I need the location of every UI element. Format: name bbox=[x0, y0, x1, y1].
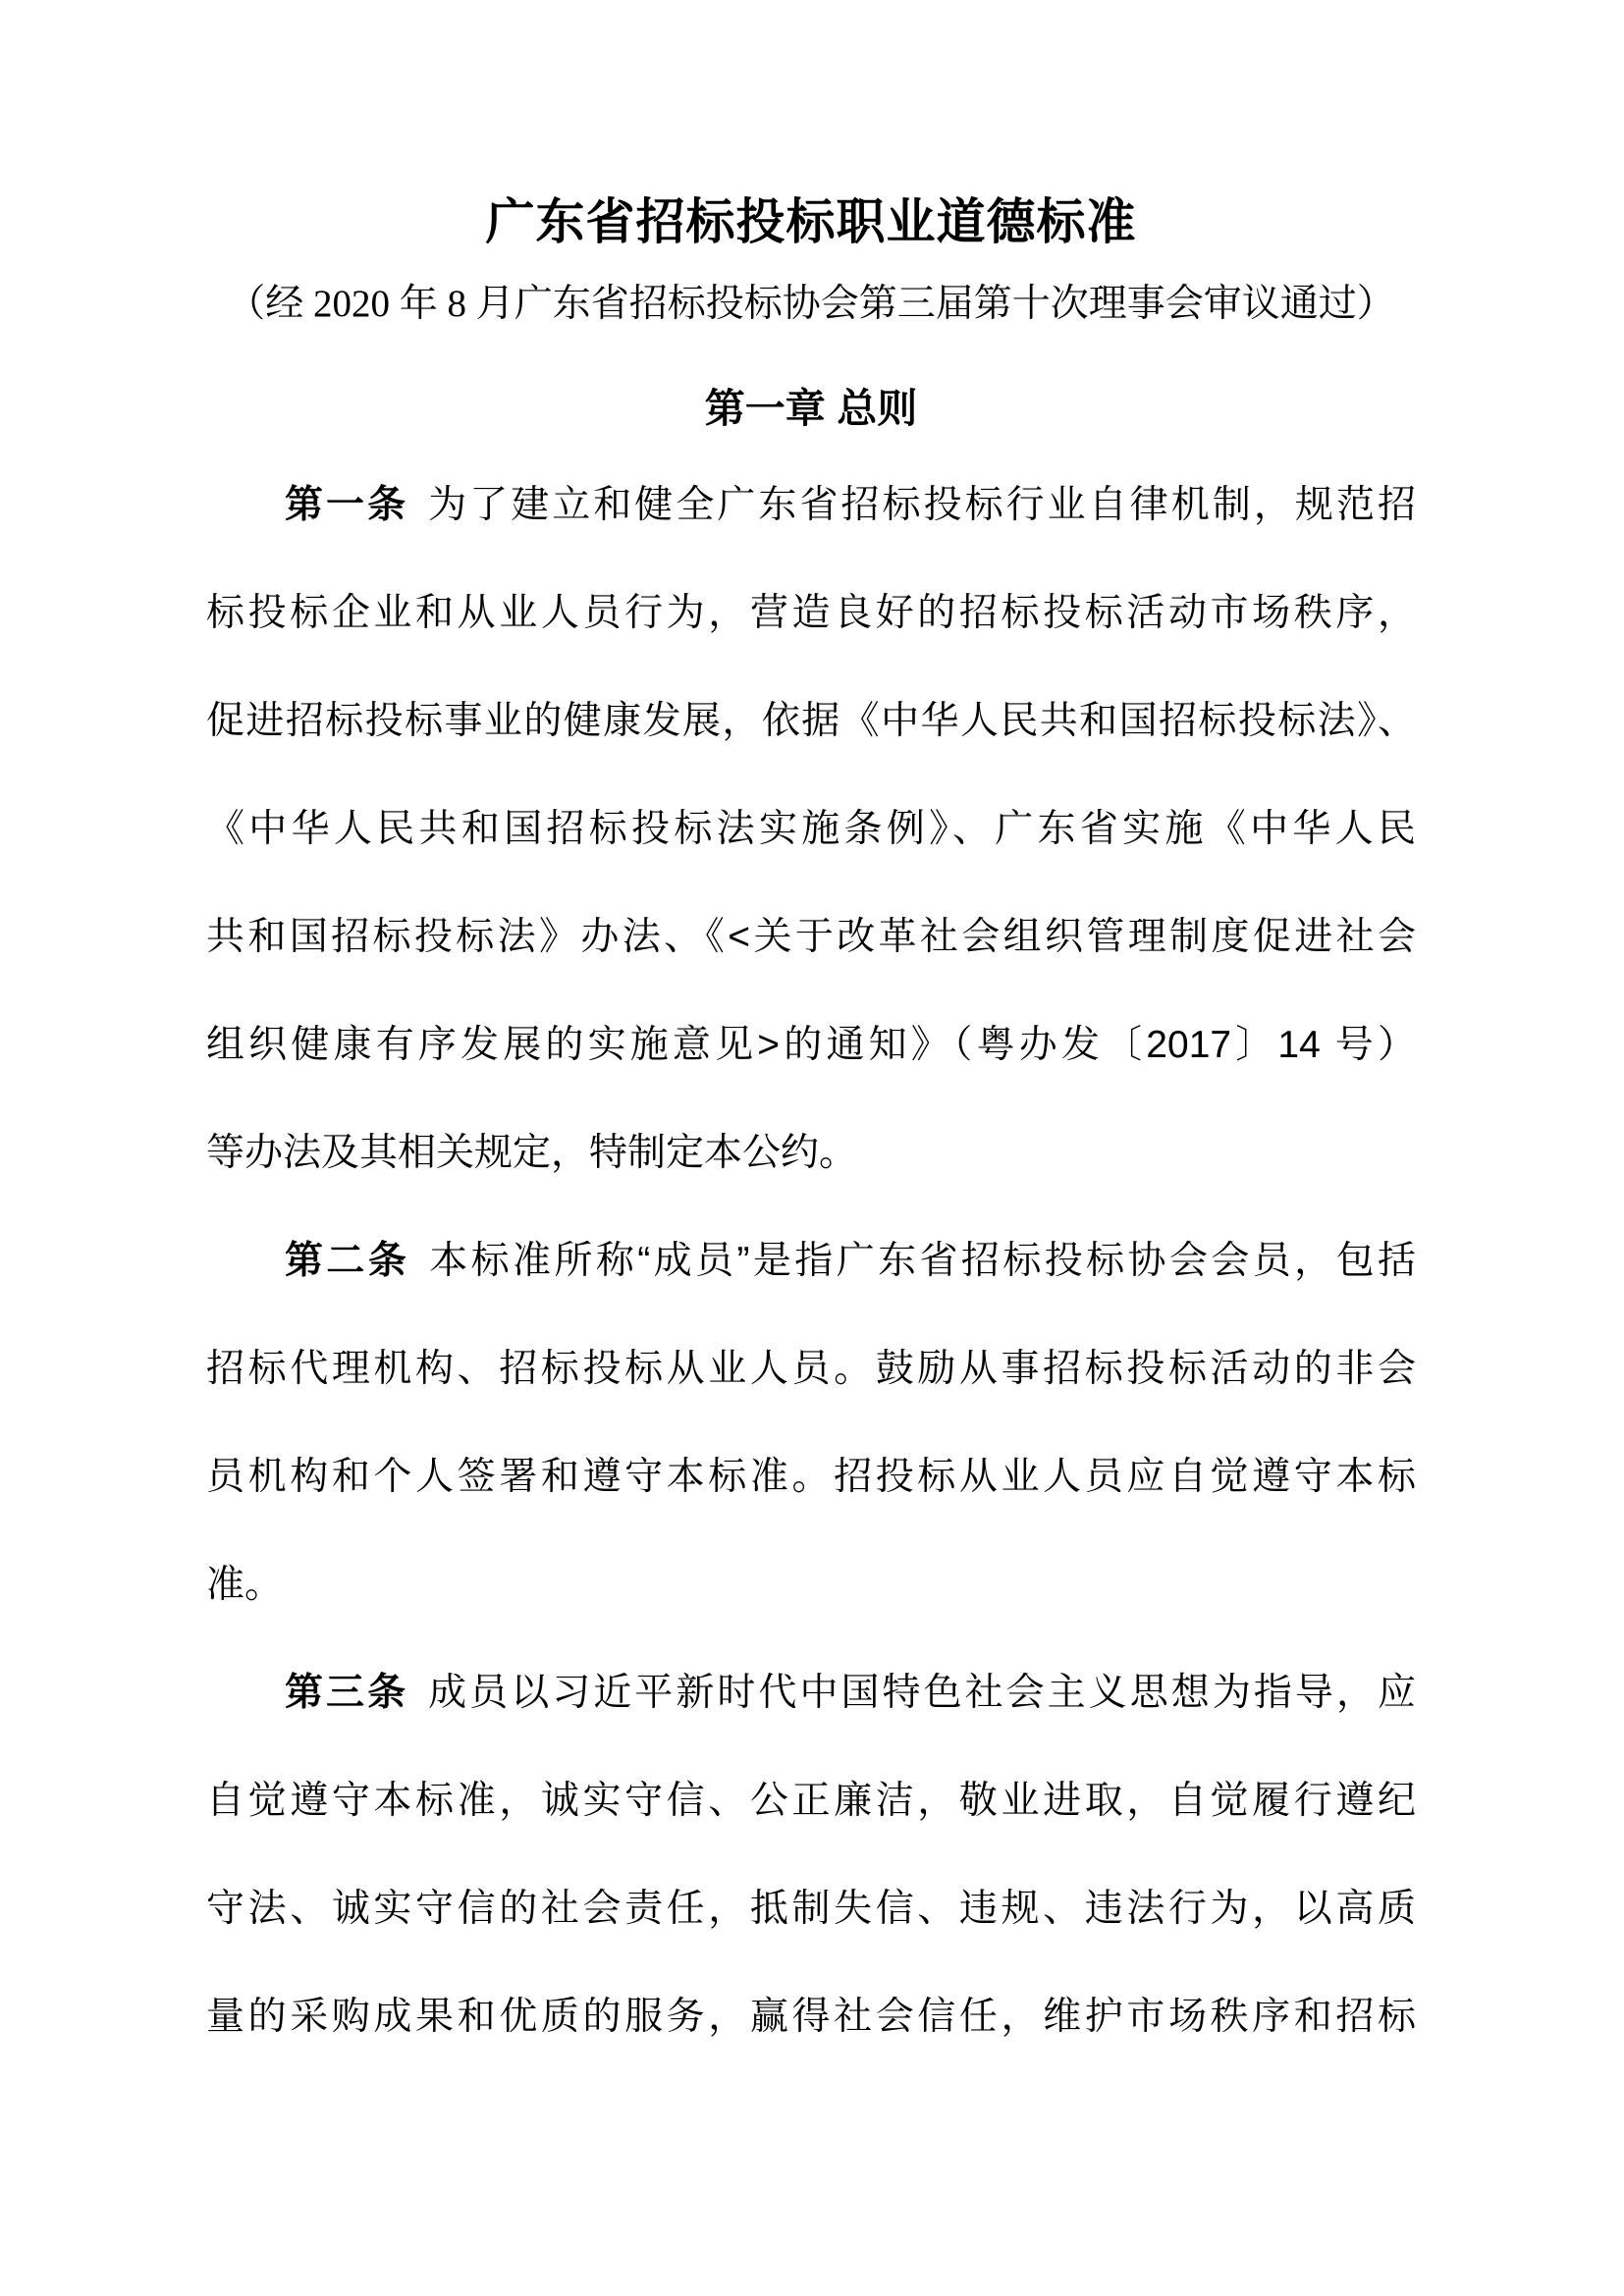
article-label: 第一条 bbox=[285, 484, 409, 526]
text-line: 《中华人民共和国招标投标法实施条例》、广东省实施《中华人民 bbox=[206, 808, 1416, 850]
chapter-heading: 第一章 总则 bbox=[704, 386, 918, 431]
text-line: 等办法及其相关规定，特制定本公约。 bbox=[206, 1132, 858, 1174]
text-line: 标投标企业和从业人员行为，营造良好的招标投标活动市场秩序， bbox=[206, 592, 1416, 634]
text-line: 共和国招标投标法》办法、《<关于改革社会组织管理制度促进社会 bbox=[206, 916, 1416, 958]
article-label: 第三条 bbox=[285, 1672, 409, 1714]
text-line: 员机构和个人签署和遵守本标准。招投标从业人员应自觉遵守本标 bbox=[206, 1456, 1416, 1498]
text-line: 组织健康有序发展的实施意见>的通知》（粤办发〔2017〕14 号） bbox=[206, 1024, 1416, 1066]
article-label: 第二条 bbox=[285, 1240, 410, 1282]
text-line bbox=[206, 1639, 1416, 1747]
text-line: 招标代理机构、招标投标从业人员。鼓励从事招标投标活动的非会 bbox=[206, 1348, 1416, 1390]
line-text: 本标准所称“成员”是指广东省招标投标协会会员，包括 bbox=[429, 1240, 1416, 1282]
text-line: 守法、诚实守信的社会责任，抵制失信、违规、违法行为，以高质 bbox=[206, 1888, 1416, 1930]
line-text: 为了建立和健全广东省招标投标行业自律机制，规范招 bbox=[428, 484, 1416, 526]
text-line bbox=[206, 452, 1416, 560]
document-subtitle: （经 2020 年 8 月广东省招标投标协会第三届第十次理事会审议通过） bbox=[227, 283, 1395, 325]
text-line bbox=[206, 1207, 1416, 1315]
document-title: 广东省招标投标职业道德标准 bbox=[485, 194, 1137, 249]
text-line: 量的采购成果和优质的服务，赢得社会信任，维护市场秩序和招标 bbox=[206, 1996, 1416, 2038]
text-line: 促进招标投标事业的健康发展，依据《中华人民共和国招标投标法》、 bbox=[206, 700, 1416, 742]
article-3 bbox=[206, 1639, 1416, 2071]
document-body bbox=[206, 452, 1416, 2071]
text-line: 准。 bbox=[206, 1564, 284, 1606]
article-2 bbox=[206, 1207, 1416, 1639]
article-1 bbox=[206, 452, 1416, 1207]
text-line: 自觉遵守本标准，诚实守信、公正廉洁，敬业进取，自觉履行遵纪 bbox=[206, 1780, 1416, 1822]
line-text: 成员以习近平新时代中国特色社会主义思想为指导，应 bbox=[428, 1672, 1416, 1714]
